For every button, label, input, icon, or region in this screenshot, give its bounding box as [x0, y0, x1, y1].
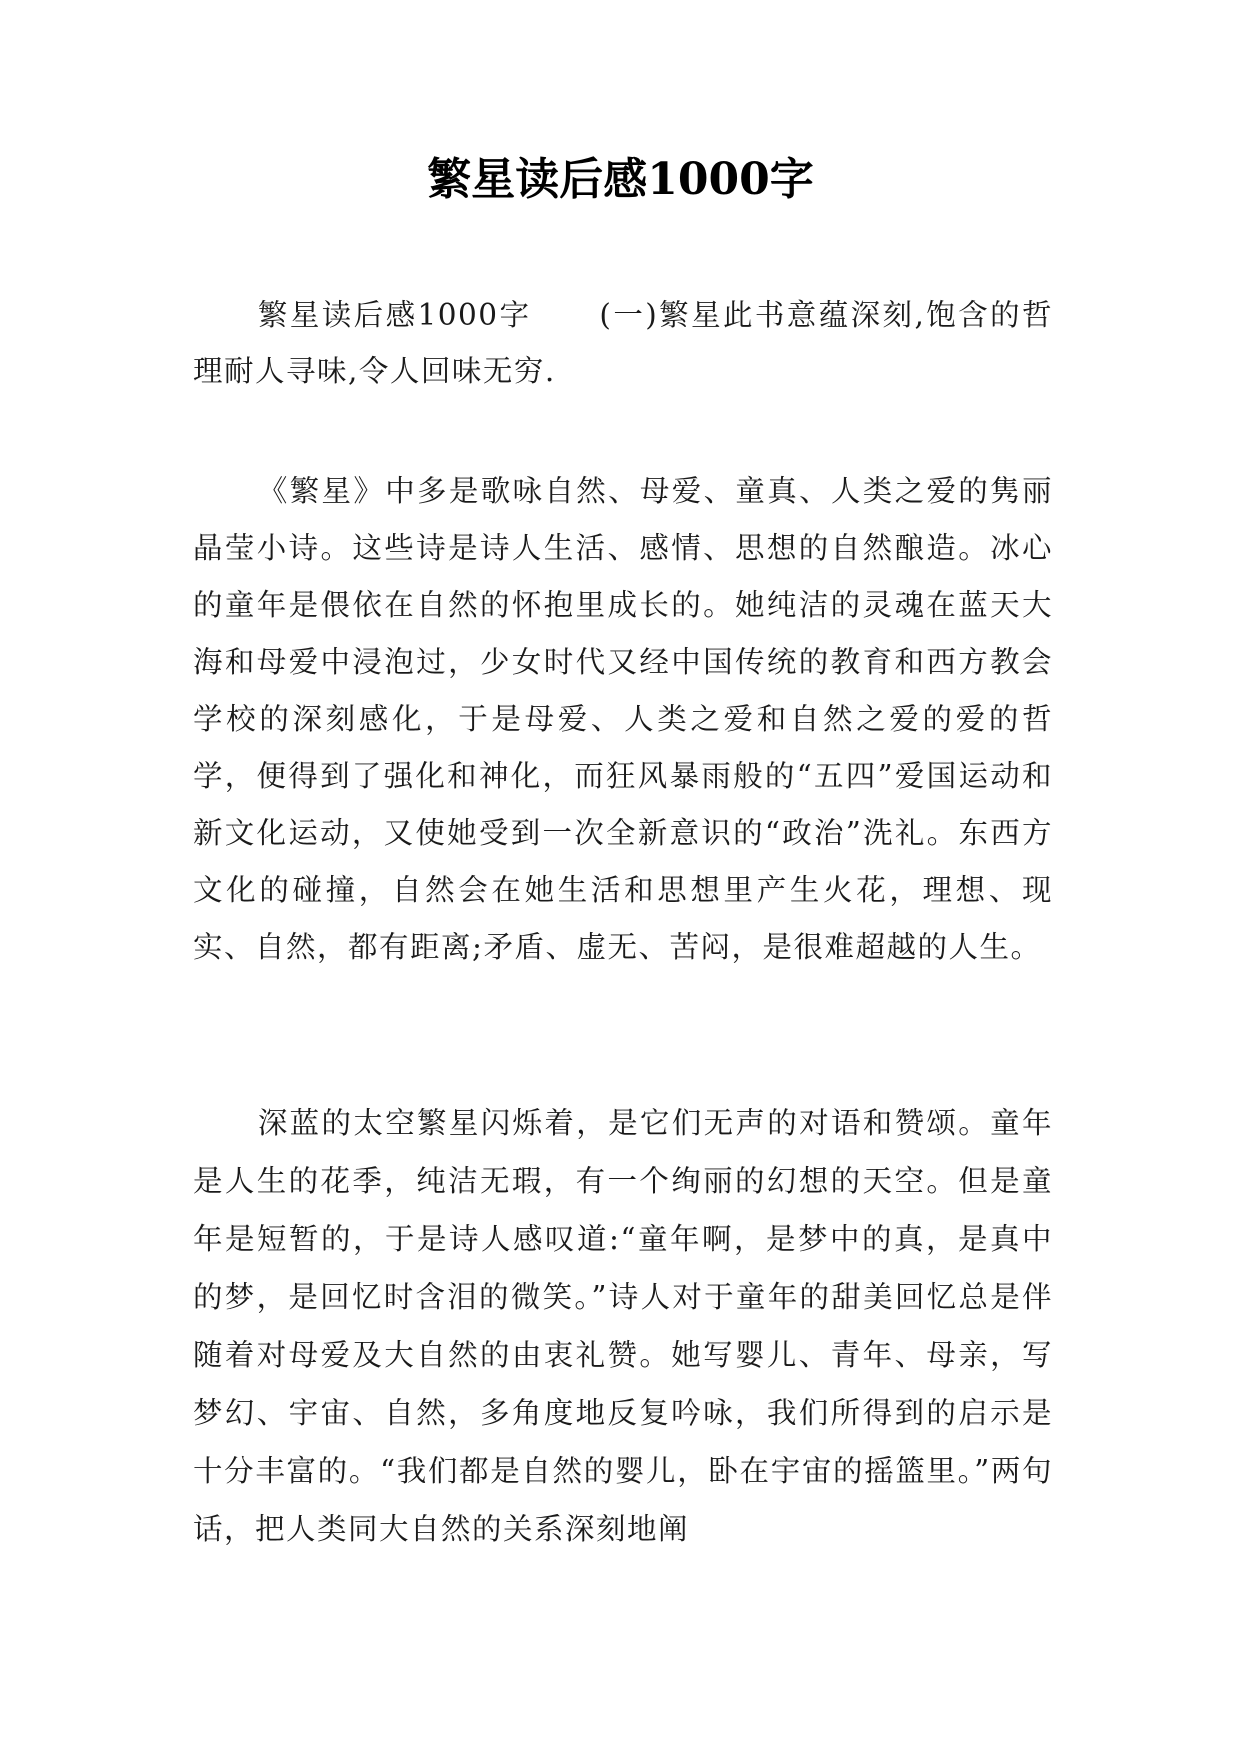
paragraph-intro-lead: 繁星读后感1000字: [257, 298, 532, 332]
paragraph-intro: [193, 287, 1053, 399]
document-title: 繁星读后感1000字: [427, 154, 814, 205]
paragraph-childhood-text: 深蓝的太空繁星闪烁着，是它们无声的对语和赞颂。童年是人生的花季，纯洁无瑕，有一个绚丽的幻想的天空。但是童年是短暂的，于是诗人感叹道:“童年啊，是梦中的真，是真中的梦，是回忆时含泪的微笑。”诗人对于童年的甜美回忆总是伴随着对母爱及大自然的由衷礼赞。她写婴儿、青年、母亲，写梦幻、宇宙、自然，多角度地反复吟咏，我们所得到的启示是十分丰富的。“我们都是自然的婴儿，卧在宇宙的摇篮里。”两句话，把人类同大自然的关系深刻地阐: [193, 1106, 1053, 1546]
paragraph-intro-text: (一)繁星此书意蕴深刻,饱含的哲理耐人寻味,令人回味无穷.: [193, 298, 1053, 388]
paragraph-fanxing-themes: [193, 463, 1053, 976]
paragraph-childhood: [193, 1094, 1053, 1558]
paragraph-fanxing-themes-text: 《繁星》中多是歌咏自然、母爱、童真、人类之爱的隽丽晶莹小诗。这些诗是诗人生活、感情、思想的自然酿造。冰心的童年是偎依在自然的怀抱里成长的。她纯洁的灵魂在蓝天大海和母爱中浸泡过，少女时代又经中国传统的教育和西方教会学校的深刻感化，于是母爱、人类之爱和自然之爱的爱的哲学，便得到了强化和神化，而狂风暴雨般的“五四”爱国运动和新文化运动，又使她受到一次全新意识的“政治”洗礼。东西方文化的碰撞，自然会在她生活和思想里产生火花，理想、现实、自然，都有距离;矛盾、虚无、苦闷，是很难超越的人生。: [193, 474, 1053, 964]
